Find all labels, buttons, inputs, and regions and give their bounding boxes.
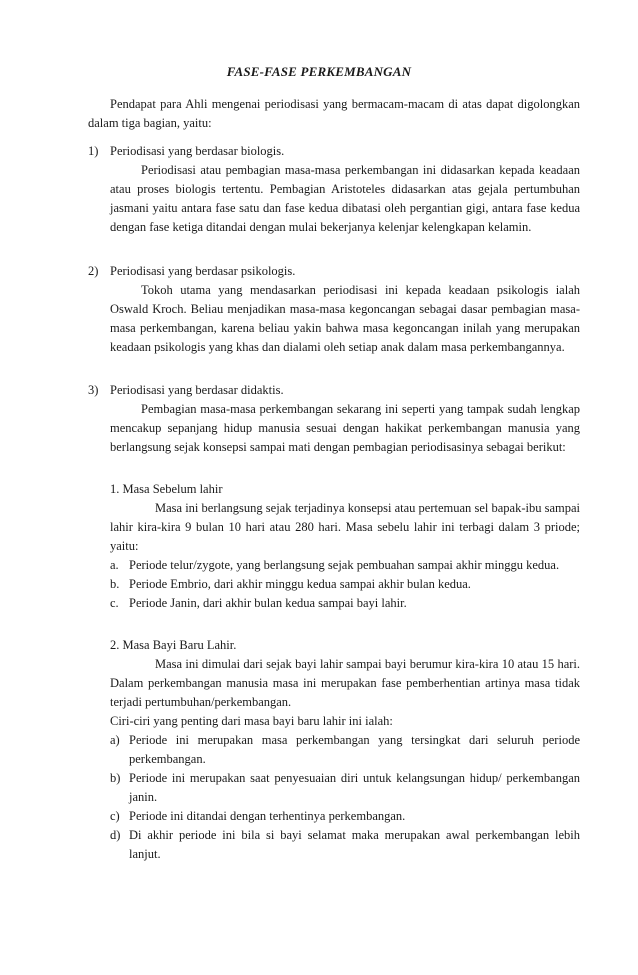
section-body: Tokoh utama yang mendasarkan periodisasi ini kepada keadaan psikologis ialah Oswald Kroch. Beliau menjadikan masa-masa kegoncangan sebagai dasar pembagian masa-masa perkembangan, karena beliau yakin bahwa masa kegoncangan inilah yang merupakan keadaan psikologis yang khas dan dialami oleh setiap anak dalam masa perkembangannya. [110,283,580,354]
section-psikologis [88,262,580,357]
list-label: a. [110,558,119,572]
section-heading: Periodisasi yang berdasar biologis. [110,144,285,158]
list-text: Periode Embrio, dari akhir minggu kedua sampai akhir bulan kedua. [129,577,471,591]
list-item [110,769,580,807]
section-number: 3) [88,383,99,397]
list-item [110,807,580,826]
section-heading: Periodisasi yang berdasar psikologis. [110,264,296,278]
list-text: Di akhir periode ini bila si bayi selamat maka merupakan awal perkembangan lebih lanjut. [129,828,580,861]
section-number: 1) [88,144,99,158]
subsection-bayi-baru-lahir [110,636,580,864]
intro-paragraph: Pendapat para Ahli mengenai periodisasi yang bermacam-macam di atas dapat digolongkan dalam tiga bagian, yaitu: [88,97,580,130]
list-lead: Ciri-ciri yang penting dari masa bayi baru lahir ini ialah: [110,714,393,728]
subsection-sebelum-lahir [110,480,580,613]
list-item [110,731,580,769]
subsection-heading: 1. Masa Sebelum lahir [110,482,223,496]
list-text: Periode ini merupakan saat penyesuaian diri untuk kelangsungan hidup/ perkembangan janin. [129,771,580,804]
subsection-body: Masa ini dimulai dari sejak bayi lahir sampai bayi berumur kira-kira 10 atau 15 hari. Dalam perkembangan manusia masa ini merupakan fase pemberhentian artinya masa tidak terjadi pertumbuhan/perkembangan. [110,657,580,709]
list-text: Periode ini merupakan masa perkembangan yang tersingkat dari seluruh periode perkembangan. [129,733,580,766]
section-biologis [88,142,580,237]
section-body: Periodisasi atau pembagian masa-masa perkembangan ini didasarkan kepada keadaan atau proses biologis tertentu. Pembagian Aristoteles didasarkan atas gejala pertumbuhan jasmani yaitu antara fase satu dan fase kedua dibatasi oleh pergantian gigi, antara fase kedua dengan fase ketiga ditandai dengan mulai bekerjanya kelenjar kelengkapan kelamin. [110,163,580,234]
list-label: b. [110,577,120,591]
section-body: Pembagian masa-masa perkembangan sekarang ini seperti yang tampak sudah lengkap mencakup sepanjang hidup manusia sesuai dengan hakikat perkembangan manusia yang berlangsung sejak konsepsi sampai mati dengan pembagian periodisasinya sebagai berikut: [110,402,580,454]
section-didaktis [88,381,580,457]
page-title: FASE-FASE PERKEMBANGAN [226,64,412,79]
section-heading: Periodisasi yang berdasar didaktis. [110,383,284,397]
list-label: d) [110,828,121,842]
list-label: c. [110,596,119,610]
list-text: Periode telur/zygote, yang berlangsung sejak pembuahan sampai akhir minggu kedua. [129,558,560,572]
list-item [110,556,580,575]
list-item [110,826,580,864]
list-text: Periode Janin, dari akhir bulan kedua sampai bayi lahir. [129,596,407,610]
subsection-body: Masa ini berlangsung sejak terjadinya konsepsi atau pertemuan sel bapak-ibu sampai lahir kira-kira 9 bulan 10 hari atau 280 hari. Masa sebelu lahir ini terbagi dalam 3 priode; yaitu: [110,501,580,553]
list-text: Periode ini ditandai dengan terhentinya perkembangan. [129,809,406,823]
list-label: a) [110,733,120,747]
subsection-heading: 2. Masa Bayi Baru Lahir. [110,638,237,652]
list-item [110,594,580,613]
list-label: c) [110,809,120,823]
list-label: b) [110,771,121,785]
list-item [110,575,580,594]
section-number: 2) [88,264,99,278]
